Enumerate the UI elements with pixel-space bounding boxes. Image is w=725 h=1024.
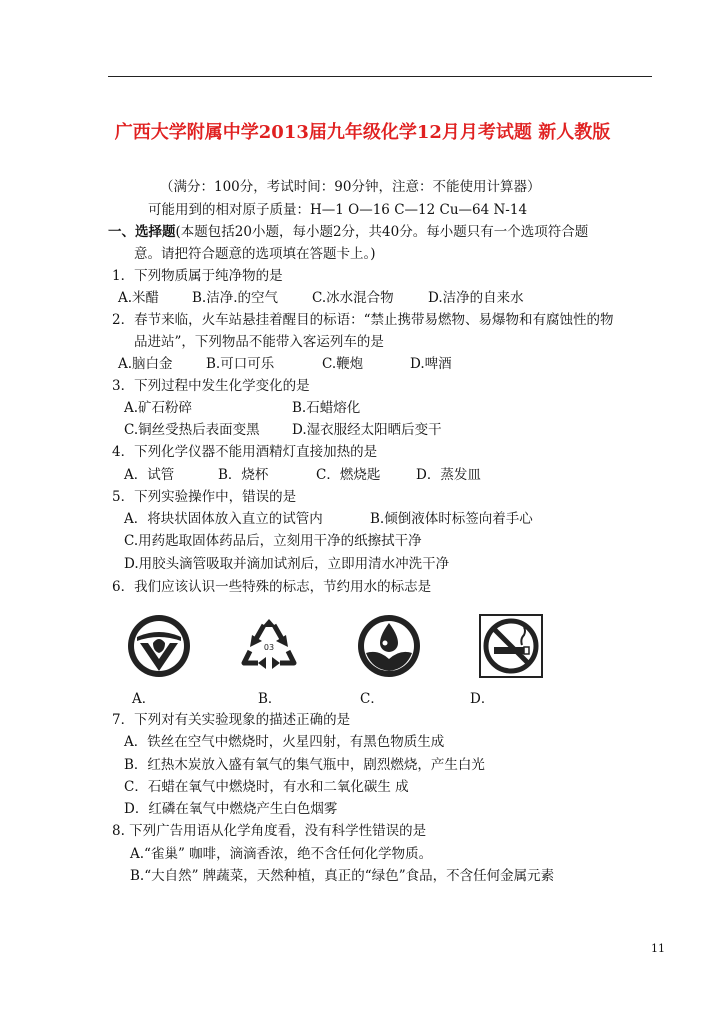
q2-option-a: A.脑白金 bbox=[118, 356, 173, 372]
q3-option-b: B.石蜡熔化 bbox=[292, 400, 361, 416]
q8-option-b: B.“大自然” 牌蔬菜，天然种植，真正的“绿色”食品，不含任何金属元素 bbox=[130, 868, 555, 884]
section-heading: 一、选择题 bbox=[108, 224, 176, 240]
q5-stem: 5．下列实验操作中，错误的是 bbox=[112, 489, 297, 505]
water-drop-v-icon bbox=[126, 613, 192, 679]
q5-option-b: B.倾倒液体时标签向着手心 bbox=[370, 511, 533, 527]
q7-option-c: C．石蜡在氧气中燃烧时，有水和二氧化碳生 成 bbox=[124, 779, 409, 795]
q7-option-a: A．铁丝在空气中燃烧时，火星四射，有黑色物质生成 bbox=[124, 734, 445, 750]
q8-option-a: A.“雀巢” 咖啡，滴滴香浓，绝不含任何化学物质。 bbox=[130, 846, 433, 862]
q3-stem: 3．下列过程中发生化学变化的是 bbox=[112, 378, 310, 394]
q5-option-c: C.用药匙取固体药品后，立刻用干净的纸擦拭干净 bbox=[124, 533, 422, 549]
q2-option-d: D.啤酒 bbox=[410, 356, 452, 372]
q2-option-c: C.鞭炮 bbox=[322, 356, 364, 372]
section-intro bbox=[108, 223, 588, 241]
q4-stem: 4．下列化学仪器不能用酒精灯直接加热的是 bbox=[112, 444, 378, 460]
q4-option-c: C．燃烧匙 bbox=[316, 467, 381, 483]
q3-option-a: A.矿石粉碎 bbox=[124, 400, 193, 416]
q4-option-d: D．蒸发皿 bbox=[416, 467, 481, 483]
q5-option-a: A．将块状固体放入直立的试管内 bbox=[124, 511, 323, 527]
q8-stem: 8. 下列广告用语从化学角度看，没有科学性错误的是 bbox=[112, 823, 427, 839]
exam-info: （满分：100分，考试时间：90分钟，注意：不能使用计算器） bbox=[160, 179, 541, 195]
q3-option-c: C.铜丝受热后表面变黑 bbox=[124, 422, 260, 438]
recycle-code: 03 bbox=[263, 643, 275, 652]
q1-stem: 1．下列物质属于纯净物的是 bbox=[112, 268, 283, 284]
q7-option-d: D．红磷在氧气中燃烧产生白色烟雾 bbox=[124, 801, 338, 817]
q4-option-a: A．试管 bbox=[124, 467, 175, 483]
recycle-icon bbox=[236, 613, 302, 679]
q1-option-c: C.冰水混合物 bbox=[312, 290, 394, 306]
q2-option-b: B.可口可乐 bbox=[206, 356, 275, 372]
q2-stem: 2．春节来临，火车站悬挂着醒目的标语：“禁止携带易燃物、易爆物和有腐蚀性的物 bbox=[112, 312, 614, 328]
page-title: 广西大学附属中学2013届九年级化学12月月考试题 新人教版 bbox=[114, 122, 611, 143]
atomic-masses: 可能用到的相对原子质量：H—1 O—16 C—12 Cu—64 N-14 bbox=[148, 202, 528, 218]
q7-stem: 7．下列对有关实验现象的描述正确的是 bbox=[112, 712, 351, 728]
q6-option-c: C． bbox=[360, 691, 384, 707]
q1-option-b: B.洁净.的空气 bbox=[192, 290, 279, 306]
section-desc-2: 意。请把符合题意的选项填在答题卡上。) bbox=[134, 246, 376, 262]
header-rule bbox=[108, 76, 652, 77]
no-smoking-icon bbox=[478, 613, 544, 679]
page-number: 11 bbox=[651, 942, 665, 955]
q3-option-d: D.湿衣服经太阳晒后变干 bbox=[292, 422, 442, 438]
q6-option-b: B． bbox=[258, 691, 282, 707]
q1-option-d: D.洁净的自来水 bbox=[428, 290, 524, 306]
q6-option-d: D． bbox=[470, 691, 495, 707]
q5-option-d: D.用胶头滴管吸取并滴加试剂后，立即用清水冲洗干净 bbox=[124, 556, 450, 572]
water-saving-hand-icon bbox=[356, 613, 422, 679]
q7-option-b: B．红热木炭放入盛有氧气的集气瓶中，剧烈燃烧，产生白光 bbox=[124, 757, 485, 773]
q6-stem: 6．我们应该认识一些特殊的标志，节约用水的标志是 bbox=[112, 579, 432, 595]
q2-stem-2: 品进站”，下列物品不能带入客运列车的是 bbox=[134, 334, 384, 350]
q6-option-a: A． bbox=[132, 691, 156, 707]
q1-option-a: A.米醋 bbox=[118, 290, 160, 306]
section-desc: (本题包括20小题，每小题2分，共40分。每小题只有一个选项符合题 bbox=[175, 224, 589, 240]
q4-option-b: B．烧杯 bbox=[218, 467, 269, 483]
